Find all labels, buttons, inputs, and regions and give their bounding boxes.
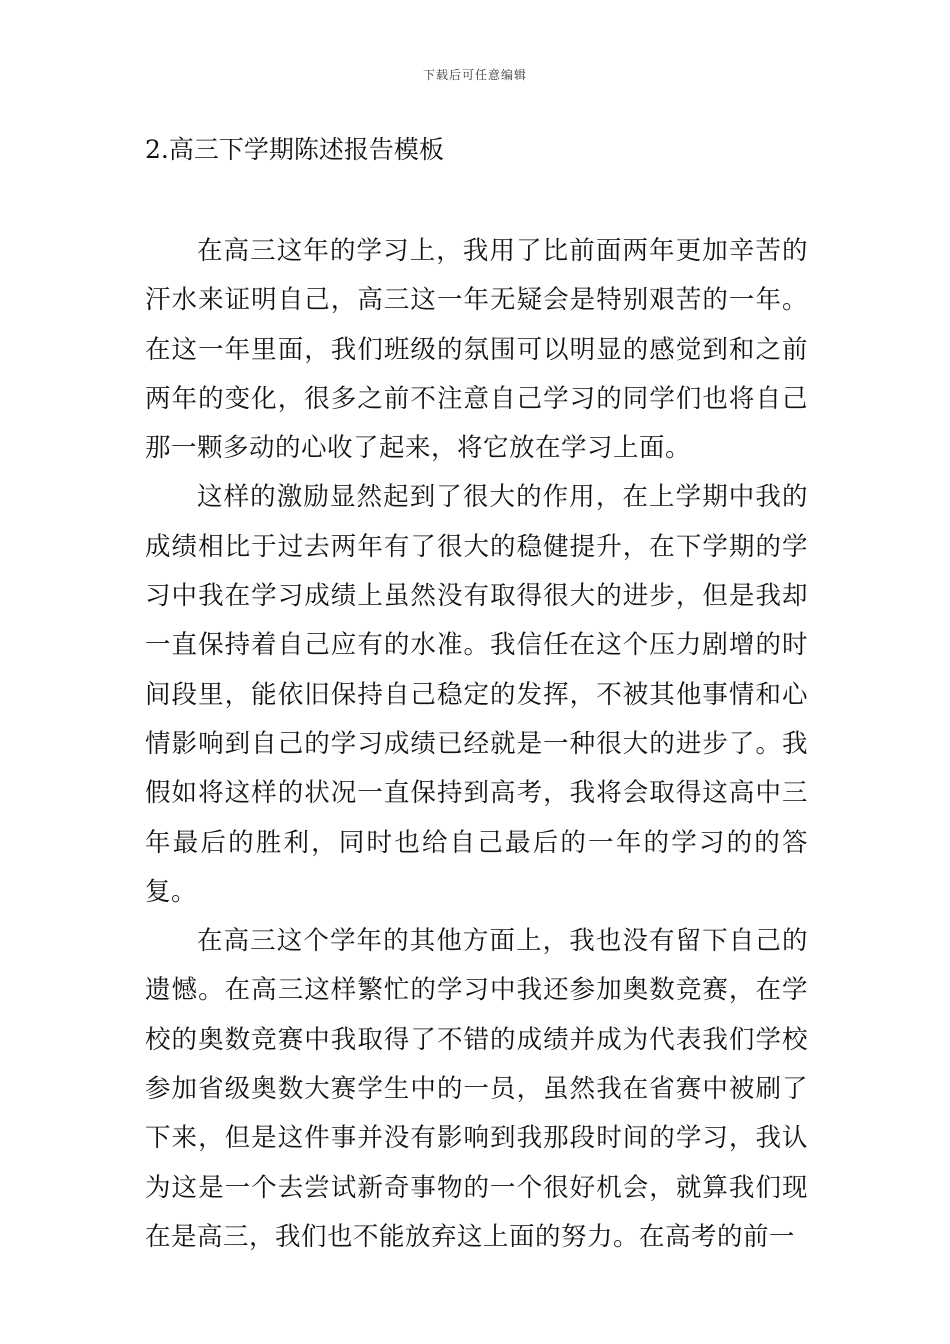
header-note: 下载后可任意编辑 xyxy=(422,68,527,82)
paragraph-1: 在高三这年的学习上，我用了比前面两年更加辛苦的汗水来证明自己，高三这一年无疑会是特别艰苦的一年。在这一年里面，我们班级的氛围可以明显的感觉到和之前两年的变化，很多之前不注意自己学习的同学们也将自己那一颗多动的心收了起来，将它放在学习上面。 xyxy=(145,236,808,464)
paragraph-3: 在高三这个学年的其他方面上，我也没有留下自己的遗憾。在高三这样繁忙的学习中我还参加奥数竞赛，在学校的奥数竞赛中我取得了不错的成绩并成为代表我们学校参加省级奥数大赛学生中的一员，虽然我在省赛中被刷了下来，但是这件事并没有影响到我那段时间的学习，我认为这是一个去尝试新奇事物的一个很好机会，就算我们现在是高三，我们也不能放弃这上面的努力。在高考的前一 xyxy=(145,926,808,1252)
document-title: 2.高三下学期陈述报告模板 xyxy=(145,135,444,164)
document-body xyxy=(145,227,808,1262)
paragraph-2: 这样的激励显然起到了很大的作用，在上学期中我的成绩相比于过去两年有了很大的稳健提升，在下学期的学习中我在学习成绩上虽然没有取得很大的进步，但是我却一直保持着自己应有的水准。我信任在这个压力剧增的时间段里，能依旧保持自己稳定的发挥，不被其他事情和心情影响到自己的学习成绩已经就是一种很大的进步了。我假如将这样的状况一直保持到高考，我将会取得这高中三年最后的胜利，同时也给自己最后的一年的学习的的答复。 xyxy=(145,482,808,907)
